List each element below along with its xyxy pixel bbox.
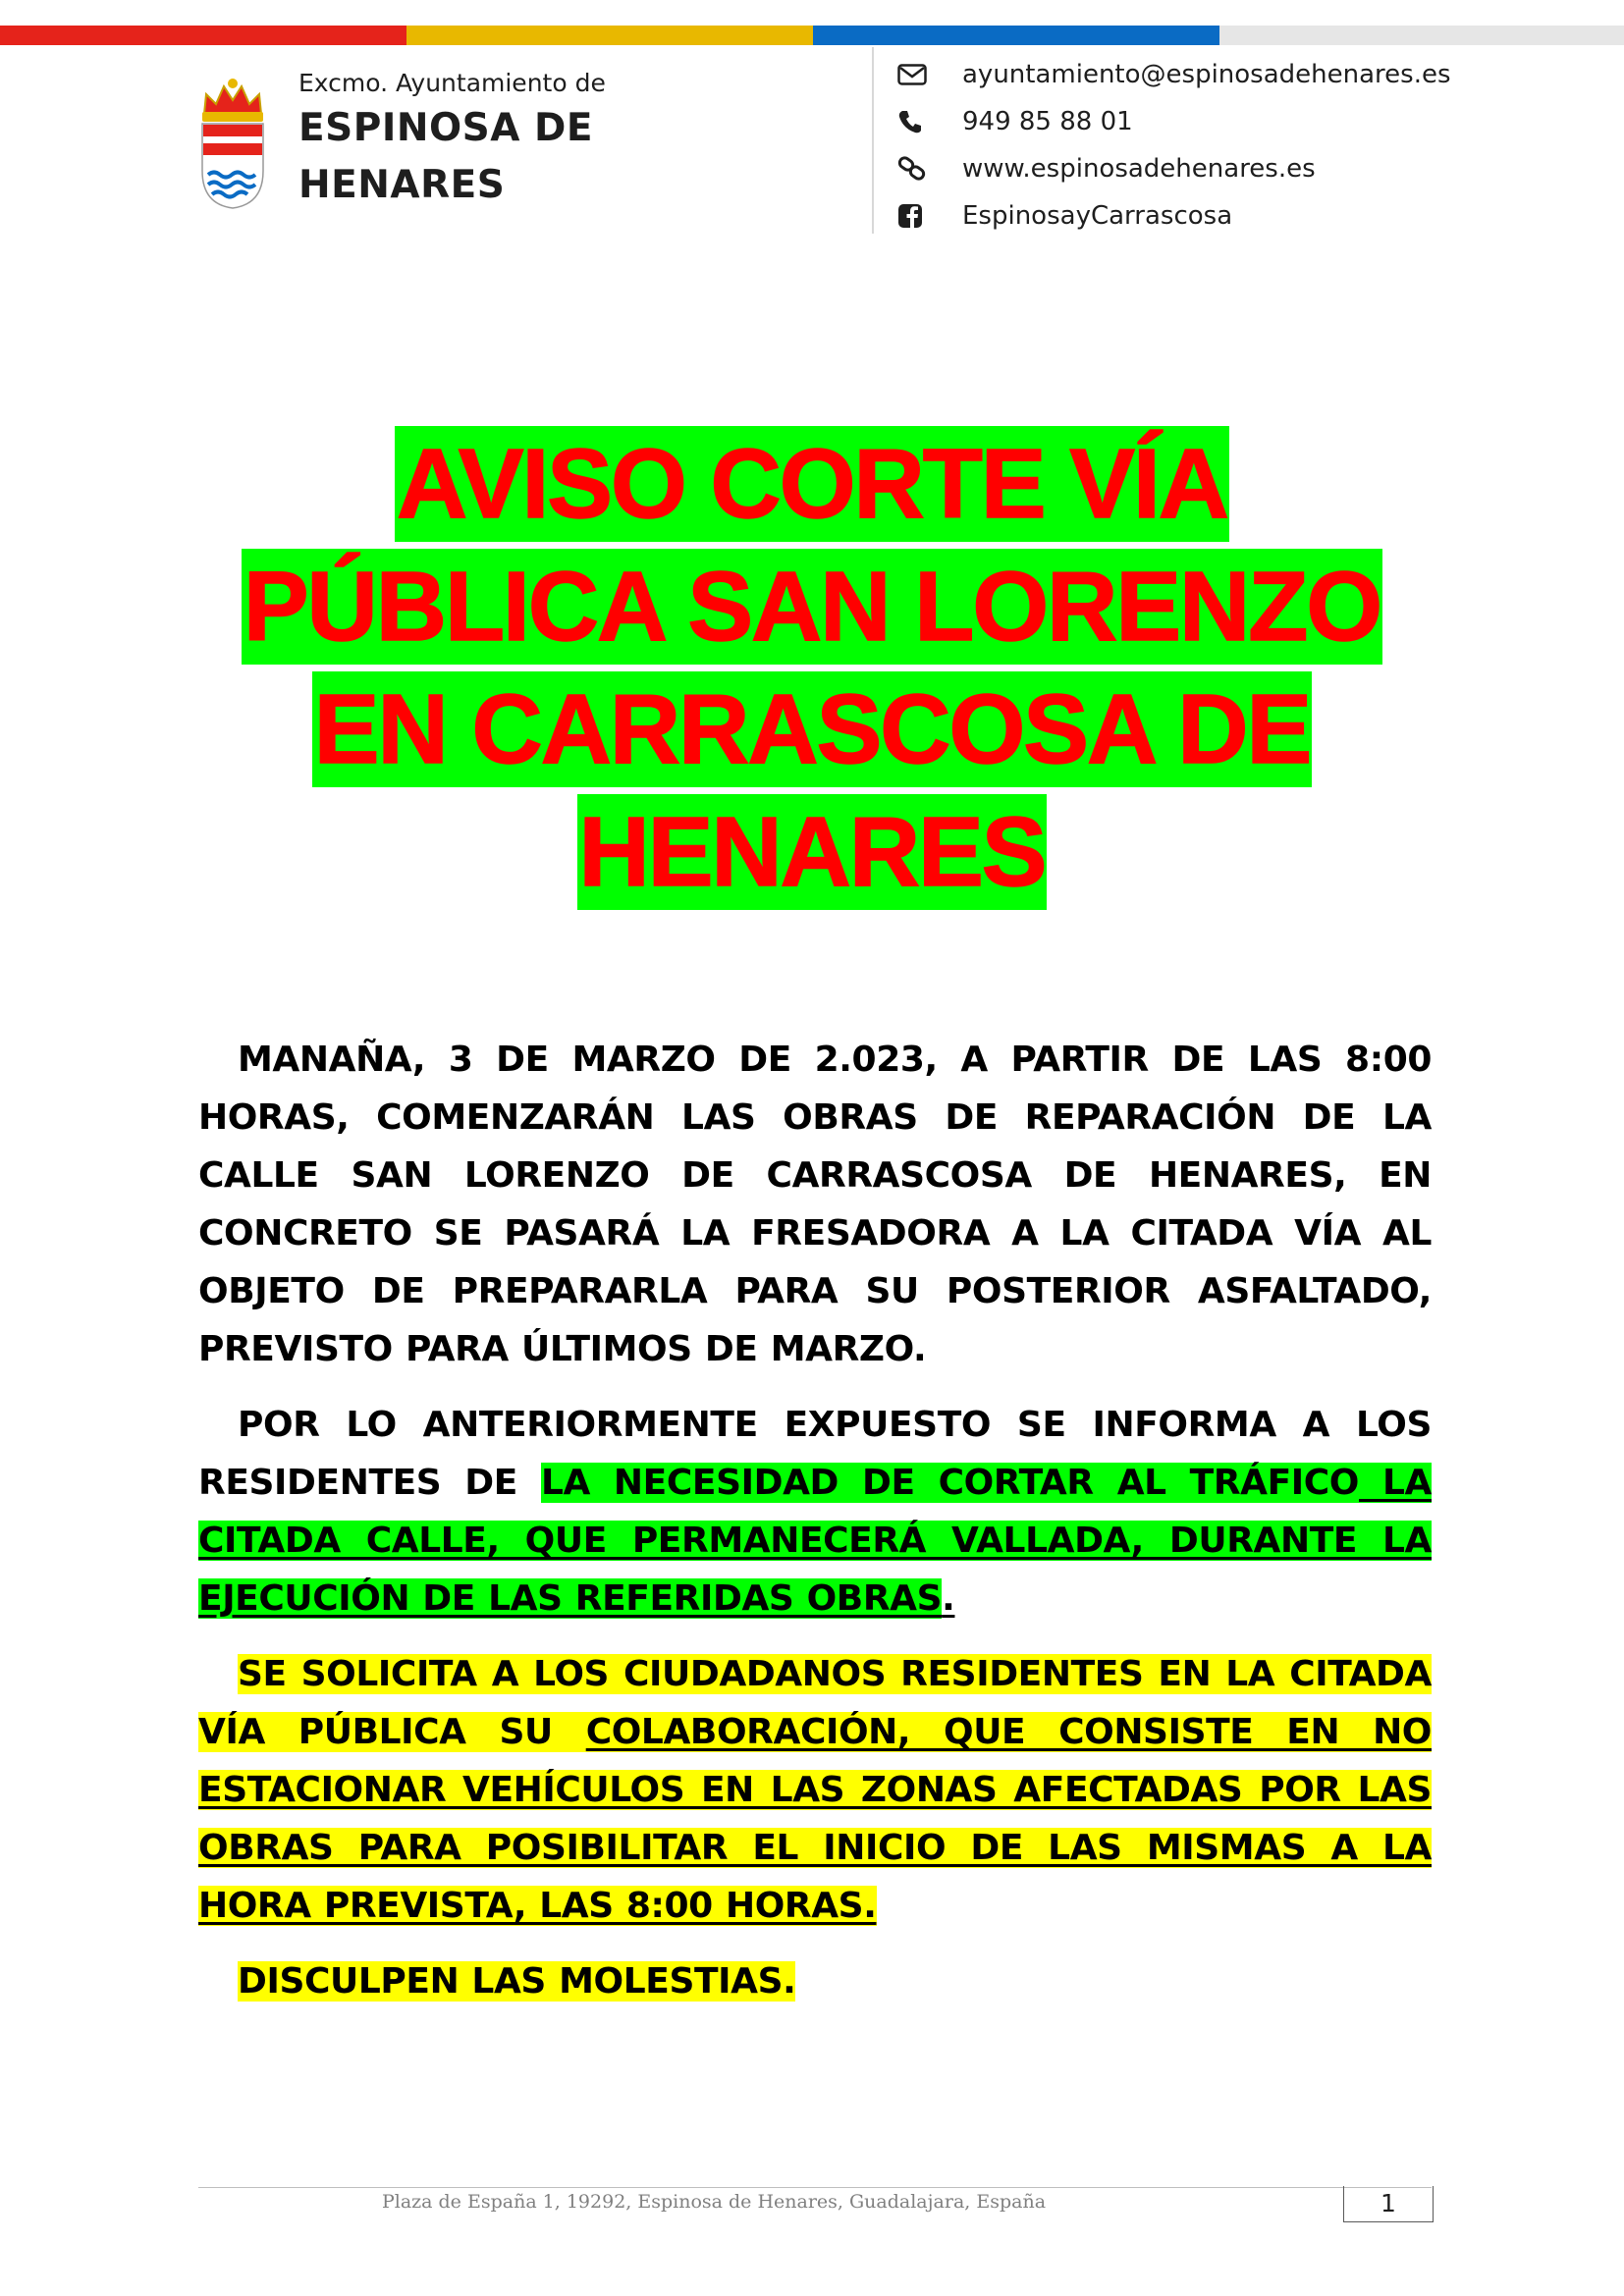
contact-email[interactable] bbox=[897, 51, 1451, 98]
color-bar-yellow bbox=[406, 26, 813, 45]
closure-intro: POR LO ANTERIORMENTE EXPUESTO SE INFORMA A LOS RESIDENTES DE bbox=[198, 1405, 1432, 1503]
closure-highlight-b: LA CITADA CALLE, QUE PERMANECERÁ VALLADA, DURANTE LA EJECUCIÓN DE LAS REFERIDAS OBRAS bbox=[198, 1463, 1432, 1619]
envelope-icon bbox=[897, 60, 935, 89]
top-color-bar bbox=[0, 26, 1624, 45]
contact-facebook[interactable] bbox=[897, 192, 1233, 240]
title-line-3: EN CARRASCOSA DE bbox=[312, 671, 1312, 787]
contact-facebook-text: EspinosayCarrascosa bbox=[962, 201, 1233, 231]
facebook-icon bbox=[897, 201, 935, 231]
header-divider bbox=[872, 47, 874, 234]
title-line-2: PÚBLICA SAN LORENZO bbox=[242, 549, 1382, 665]
contact-website[interactable] bbox=[897, 145, 1316, 192]
coat-of-arms-logo bbox=[196, 77, 269, 210]
request-intro: SE SOLICITA A LOS CIUDADANOS RESIDENTES EN LA CITADA VÍA PÚBLICA SU bbox=[198, 1654, 1432, 1752]
closure-highlight-a: LA NECESIDAD DE CORTAR AL TRÁFICO bbox=[540, 1463, 1360, 1503]
color-bar-grey bbox=[1219, 26, 1624, 45]
phone-icon bbox=[897, 107, 935, 136]
paragraph-request bbox=[198, 1645, 1432, 1935]
footer-divider bbox=[198, 2187, 1432, 2188]
org-subtitle: Excmo. Ayuntamiento de bbox=[298, 69, 606, 97]
org-name-line1: ESPINOSA DE bbox=[298, 106, 593, 150]
paragraph-closure bbox=[198, 1396, 1432, 1628]
request-highlight: COLABORACIÓN, QUE CONSISTE EN NO ESTACIONAR VEHÍCULOS EN LAS ZONAS AFECTADAS POR LAS OBRAS PARA POSIBILITAR EL INICIO DE LAS MISMAS A LA HORA PREVISTA, LAS 8:00 HORAS. bbox=[198, 1712, 1432, 1926]
link-icon bbox=[897, 154, 935, 184]
closure-period: . bbox=[942, 1578, 955, 1619]
apology-text: DISCULPEN LAS MOLESTIAS. bbox=[238, 1961, 796, 2002]
organization-name bbox=[298, 67, 606, 214]
org-name-line2: HENARES bbox=[298, 163, 506, 207]
title-line-4: HENARES bbox=[577, 794, 1048, 910]
contact-phone-text: 949 85 88 01 bbox=[962, 107, 1133, 136]
notice-title bbox=[0, 426, 1624, 917]
contact-list bbox=[897, 51, 1451, 240]
contact-email-text: ayuntamiento@espinosadehenares.es bbox=[962, 60, 1451, 89]
color-bar-blue bbox=[813, 26, 1219, 45]
paragraph-apology bbox=[198, 1952, 1432, 2010]
color-bar-red bbox=[0, 26, 406, 45]
contact-website-text: www.espinosadehenares.es bbox=[962, 154, 1316, 184]
footer-address: Plaza de España 1, 19292, Espinosa de Henares, Guadalajara, España bbox=[381, 2191, 1047, 2213]
contact-phone[interactable] bbox=[897, 98, 1133, 145]
title-line-1: AVISO CORTE VÍA bbox=[395, 426, 1229, 542]
page-number: 1 bbox=[1343, 2186, 1434, 2222]
paragraph-schedule: MANAÑA, 3 DE MARZO DE 2.023, A PARTIR DE LAS 8:00 HORAS, COMENZARÁN LAS OBRAS DE REPARACIÓN DE LA CALLE SAN LORENZO DE CARRASCOSA DE HENARES, EN CONCRETO SE PASARÁ LA FRESADORA A LA CITADA VÍA AL OBJETO DE PREPARARLA PARA SU POSTERIOR ASFALTADO, PREVISTO PARA ÚLTIMOS DE MARZO. bbox=[198, 1040, 1432, 1369]
notice-body bbox=[198, 1031, 1432, 2028]
